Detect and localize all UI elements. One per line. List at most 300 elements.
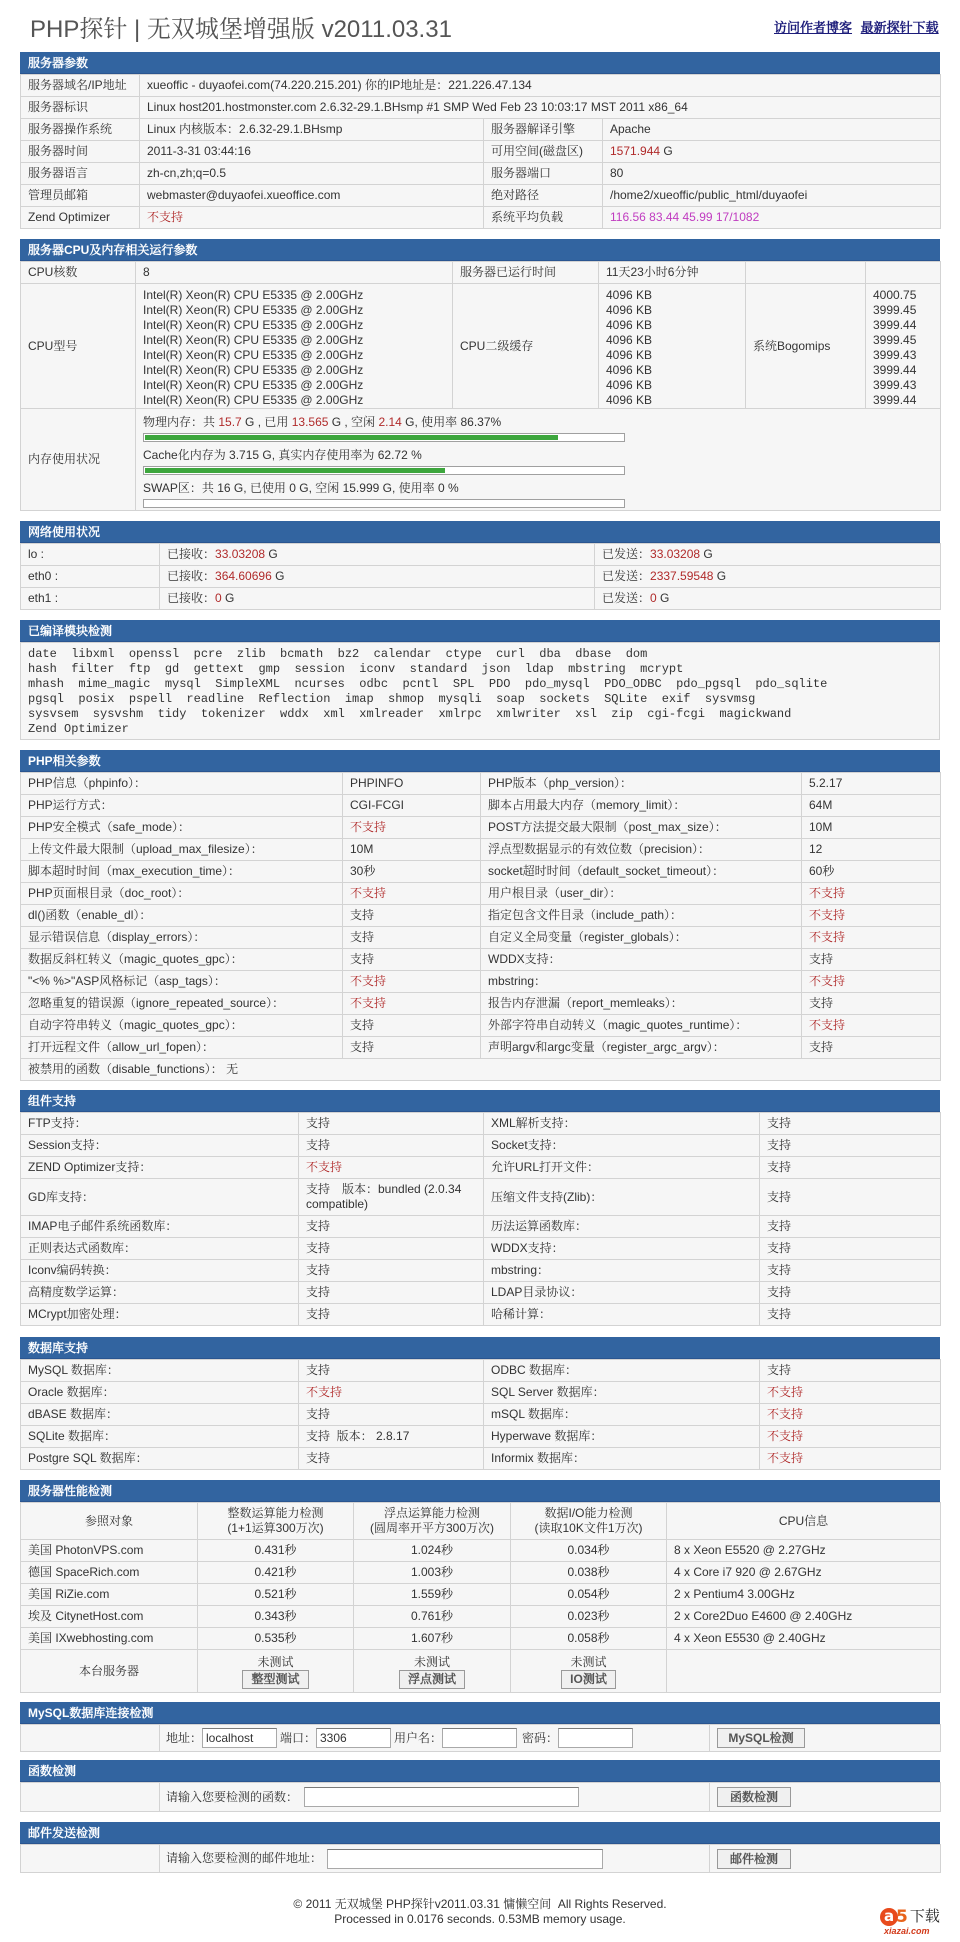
password-input[interactable] (558, 1728, 633, 1748)
param-label: SQL Server 数据库： (484, 1382, 760, 1404)
section-title: 已编译模块检测 (20, 620, 940, 642)
param-value: 不支持 (802, 883, 941, 905)
cpu-model-item: Intel(R) Xeon(R) CPU E5335 @ 2.00GHz (143, 378, 364, 392)
empty-cell (21, 1845, 160, 1873)
param-value: 不支持 (299, 1157, 484, 1179)
unit: G (271, 569, 285, 583)
section-components (20, 1090, 940, 1326)
param-value: 支持 (343, 1037, 481, 1059)
param-value: 不支持 (760, 1426, 941, 1448)
int-test-button[interactable]: 整型测试 (242, 1670, 308, 1689)
databases-table (20, 1359, 941, 1470)
param-label: 忽略重复的错误源（ignore_repeated_source）： (21, 993, 343, 1015)
param-label: 指定包含文件目录（include_path）： (481, 905, 802, 927)
param-value: 80 (603, 163, 941, 185)
param-label: 哈稀计算： (484, 1304, 760, 1326)
param-label: 显示错误信息（display_errors）： (21, 927, 343, 949)
param-label: 绝对路径 (484, 185, 603, 207)
table-row (21, 1113, 941, 1135)
param-value: 支持 (760, 1179, 941, 1216)
param-value: 不支持 (343, 993, 481, 1015)
bogomips-list (866, 284, 941, 409)
table-row (21, 1725, 941, 1752)
table-row (21, 1157, 941, 1179)
section-title: MySQL数据库连接检测 (20, 1702, 940, 1724)
text: G , 空闲 (328, 415, 379, 429)
cpu-model-item: Intel(R) Xeon(R) CPU E5335 @ 2.00GHz (143, 288, 364, 302)
sent-cell (595, 566, 941, 588)
io-test-button[interactable]: IO测试 (561, 1670, 616, 1689)
watermark-brand (880, 1908, 950, 1926)
param-label: Iconv编码转换： (21, 1260, 299, 1282)
disabled-functions-cell (21, 1059, 941, 1081)
param-label: CPU二级缓存 (453, 284, 599, 409)
username-input[interactable] (442, 1728, 517, 1748)
param-label: 声明argv和argc变量（register_argc_argv）： (481, 1037, 802, 1059)
param-label: 脚本超时时间（max_execution_time）： (21, 861, 343, 883)
param-value: 支持 版本： 2.8.17 (299, 1426, 484, 1448)
param-value: 支持 (299, 1113, 484, 1135)
l2-cache-list (599, 284, 746, 409)
host-name: 埃及 CitynetHost.com (21, 1606, 198, 1628)
l2-cache-item: 4096 KB (606, 318, 653, 332)
cpu-info: 4 x Xeon E5530 @ 2.40GHz (667, 1628, 941, 1650)
table-row (21, 927, 941, 949)
param-label: 压缩文件支持(Zlib)： (484, 1179, 760, 1216)
param-label: MCrypt加密处理： (21, 1304, 299, 1326)
param-label: socket超时时间（default_socket_timeout）： (481, 861, 802, 883)
param-label: 打开远程文件（allow_url_fopen）： (21, 1037, 343, 1059)
param-label: 服务器解译引擎 (484, 119, 603, 141)
param-label: 浮点型数据显示的有效位数（precision）： (481, 839, 802, 861)
watermark-five: 5 (896, 1907, 908, 1927)
int-result: 0.431秒 (198, 1540, 354, 1562)
float-result: 1.559秒 (354, 1584, 511, 1606)
table-row (21, 839, 941, 861)
table-row (21, 1584, 941, 1606)
param-value: 支持 (343, 1015, 481, 1037)
param-value: 不支持 (760, 1404, 941, 1426)
mysql-button-cell (710, 1725, 941, 1752)
table-row (21, 1628, 941, 1650)
l2-cache-item: 4096 KB (606, 333, 653, 347)
int-result: 0.535秒 (198, 1628, 354, 1650)
io-result: 0.038秒 (511, 1562, 667, 1584)
param-label: 被禁用的函数（disable_functions）： (28, 1062, 223, 1076)
cpu-model-item: Intel(R) Xeon(R) CPU E5335 @ 2.00GHz (143, 333, 364, 347)
param-value: 不支持 (299, 1382, 484, 1404)
param-value: 支持 (760, 1238, 941, 1260)
function-form-cell (160, 1783, 710, 1812)
param-label: 报告内存泄漏（report_memleaks）： (481, 993, 802, 1015)
param-value: 10M (343, 839, 481, 861)
param-value: 不支持 (802, 927, 941, 949)
param-value: 支持 (299, 1282, 484, 1304)
memory-free: 2.14 (378, 415, 402, 429)
l2-cache-item: 4096 KB (606, 303, 653, 317)
empty-cell (746, 262, 866, 284)
param-label: PHP安全模式（safe_mode）： (21, 817, 343, 839)
io-result: 0.034秒 (511, 1540, 667, 1562)
param-label: 服务器端口 (484, 163, 603, 185)
param-value: 支持 (299, 1360, 484, 1382)
float-test-button[interactable]: 浮点测试 (399, 1670, 465, 1689)
received-label: 已接收： (167, 591, 216, 605)
table-row (21, 1282, 941, 1304)
table-row (21, 1606, 941, 1628)
param-value: 支持 (802, 949, 941, 971)
received-cell (160, 544, 595, 566)
param-value: 不支持 (343, 817, 481, 839)
uptime-value: 11天23小时6分钟 (599, 262, 746, 284)
param-value: 支持 (299, 1304, 484, 1326)
section-databases (20, 1337, 940, 1470)
param-label: 服务器域名/IP地址 (21, 75, 140, 97)
page-title: PHP探针 | 无双城堡增强版 v2011.03.31 (30, 16, 452, 43)
column-header-title: 浮点运算能力检测 (383, 1506, 480, 1520)
sent-value: 2337.59548 (650, 569, 714, 583)
download-latest-link[interactable]: 最新探针下载 (860, 20, 939, 35)
param-label: 服务器标识 (21, 97, 140, 119)
received-value: 364.60696 (215, 569, 272, 583)
section-title: PHP相关参数 (20, 750, 940, 772)
section-mail-check (20, 1822, 940, 1873)
mail-check-button[interactable]: 邮件检测 (717, 1849, 791, 1869)
host-name: 美国 IXwebhosting.com (21, 1628, 198, 1650)
watermark-domain: xiazai.com (884, 1926, 930, 1936)
empty-cell (21, 1783, 160, 1812)
server-domain-value: xueoffic - duyaofei.com(74.220.215.201) (147, 78, 362, 92)
watermark-suffix: 下载 (909, 1908, 940, 1925)
cpu-info: 2 x Pentium4 3.00GHz (667, 1584, 941, 1606)
table-row (21, 1404, 941, 1426)
param-value: Linux 内核版本：2.6.32-29.1.BHsmp (140, 119, 484, 141)
param-label: 内存使用状况 (21, 409, 136, 511)
param-value: 支持 (802, 1037, 941, 1059)
param-label: IMAP电子邮件系统函数库： (21, 1216, 299, 1238)
param-value (140, 75, 941, 97)
param-label: 服务器时间 (21, 141, 140, 163)
mail-button-cell (710, 1845, 941, 1873)
section-title: 服务器CPU及内存相关运行参数 (20, 239, 940, 261)
visitor-ip-value: 221.226.47.134 (448, 78, 532, 92)
sent-label: 已发送： (602, 569, 651, 583)
param-label: dBASE 数据库： (21, 1404, 299, 1426)
sent-label: 已发送： (602, 547, 651, 561)
mail-input[interactable] (327, 1849, 603, 1869)
function-input[interactable] (304, 1787, 579, 1807)
section-network (20, 521, 940, 610)
table-row (21, 141, 941, 163)
column-header (198, 1503, 354, 1540)
author-blog-link[interactable]: 访问作者博客 (774, 20, 853, 35)
param-label: Session支持： (21, 1135, 299, 1157)
section-mysql-check (20, 1702, 940, 1752)
unit: G (656, 591, 670, 605)
cache-memory-block (143, 448, 933, 475)
cpu-model-list (136, 284, 453, 409)
param-value: webmaster@duyaofei.xueoffice.com (140, 185, 484, 207)
param-value: 支持 (802, 993, 941, 1015)
network-table (20, 543, 941, 610)
param-label: "<% %>"ASP风格标记（asp_tags）： (21, 971, 343, 993)
table-row (21, 993, 941, 1015)
param-label: 服务器语言 (21, 163, 140, 185)
mail-check-table (20, 1844, 941, 1873)
io-result: 0.054秒 (511, 1584, 667, 1606)
function-button-cell (710, 1783, 941, 1812)
int-result: 0.421秒 (198, 1562, 354, 1584)
memory-usage-cell (136, 409, 941, 511)
param-value: 2011-3-31 03:44:16 (140, 141, 484, 163)
param-label: GD库支持： (21, 1179, 299, 1216)
table-row (21, 1448, 941, 1470)
table-row (21, 861, 941, 883)
param-value: 支持 (760, 1360, 941, 1382)
modules-line: date libxml openssl pcre zlib bcmath bz2 calendar ctype curl dba dbase dom (28, 647, 648, 661)
param-label: 自定义全局变量（register_globals）： (481, 927, 802, 949)
param-value: 支持 (760, 1113, 941, 1135)
l2-cache-item: 4096 KB (606, 288, 653, 302)
param-label: Postgre SQL 数据库： (21, 1448, 299, 1470)
received-label: 已接收： (167, 547, 216, 561)
unit: G (265, 547, 278, 561)
column-header-subtitle: (圆周率开平方300万次) (369, 1521, 494, 1535)
modules-line: sysvsem sysvshm tidy tokenizer wddx xml xmlreader xmlrpc xmlwriter xsl zip cgi-fcgi magickwand (28, 707, 792, 721)
param-label: 管理员邮箱 (21, 185, 140, 207)
param-value: Apache (603, 119, 941, 141)
section-title: 函数检测 (20, 1760, 940, 1782)
interface-name: lo : (21, 544, 160, 566)
column-header (511, 1503, 667, 1540)
function-check-button[interactable]: 函数检测 (717, 1787, 791, 1807)
mysql-form-cell (160, 1725, 710, 1752)
bogomips-item: 3999.45 (873, 333, 917, 347)
text: G, 使用率 86.37% (401, 415, 502, 429)
param-value: 不支持 (802, 971, 941, 993)
modules-list (21, 643, 940, 740)
param-value: 不支持 (760, 1448, 941, 1470)
function-check-table (20, 1782, 941, 1812)
io-test-cell (511, 1650, 667, 1693)
param-value: 支持 (760, 1282, 941, 1304)
param-label: Oracle 数据库： (21, 1382, 299, 1404)
int-test-cell (198, 1650, 354, 1693)
empty-cell (866, 262, 941, 284)
param-value: 不支持 (140, 207, 484, 229)
param-label: MySQL 数据库： (21, 1360, 299, 1382)
unit: G (700, 547, 713, 561)
param-value: 不支持 (343, 971, 481, 993)
memory-used: 13.565 (291, 415, 329, 429)
l2-cache-item: 4096 KB (606, 393, 653, 407)
float-test-status: 未测试 (413, 1655, 450, 1669)
param-label: FTP支持： (21, 1113, 299, 1135)
table-row (21, 1015, 941, 1037)
received-label: 已接收： (167, 569, 216, 583)
table-row (21, 1216, 941, 1238)
param-label: 服务器已运行时间 (453, 262, 599, 284)
l2-cache-item: 4096 KB (606, 363, 653, 377)
param-value: 支持 (299, 1448, 484, 1470)
benchmark-table (20, 1502, 941, 1693)
param-label: ZEND Optimizer支持： (21, 1157, 299, 1179)
table-row (21, 1783, 941, 1812)
param-label: CPU型号 (21, 284, 136, 409)
received-cell (160, 588, 595, 610)
int-result: 0.521秒 (198, 1584, 354, 1606)
bogomips-item: 3999.44 (873, 318, 917, 332)
table-row (21, 1562, 941, 1584)
table-row (21, 163, 941, 185)
table-row (21, 1360, 941, 1382)
param-value: 30秒 (343, 861, 481, 883)
table-row (21, 409, 941, 511)
host-name: 美国 PhotonVPS.com (21, 1540, 198, 1562)
param-label: PHP版本（php_version）： (481, 773, 802, 795)
table-row (21, 773, 941, 795)
param-label: SQLite 数据库： (21, 1426, 299, 1448)
table-row (21, 207, 941, 229)
param-label: 外部字符串自动转义（magic_quotes_runtime）： (481, 1015, 802, 1037)
section-function-check (20, 1760, 940, 1812)
copyright-text: © 2011 无双城堡 PHP探针v2011.03.31 慵懒空间 All Rights Reserved. (293, 1897, 667, 1911)
a5-watermark-logo (880, 1908, 950, 1936)
param-label: 上传文件最大限制（upload_max_filesize）： (21, 839, 343, 861)
physical-memory-progress-bar (143, 433, 625, 442)
cpu-info: 4 x Core i7 920 @ 2.67GHz (667, 1562, 941, 1584)
swap-progress-bar (143, 499, 625, 508)
param-value: 支持 版本：bundled (2.0.34 compatible) (299, 1179, 484, 1216)
bogomips-item: 3999.45 (873, 303, 917, 317)
table-row (21, 75, 941, 97)
components-table (20, 1112, 941, 1326)
float-test-cell (354, 1650, 511, 1693)
param-label: XML解析支持： (484, 1113, 760, 1135)
server-params-table (20, 74, 941, 229)
physical-memory-block (143, 415, 933, 442)
text: 物理内存：共 (143, 415, 219, 429)
param-label: Informix 数据库： (484, 1448, 760, 1470)
mysql-check-button[interactable]: MySQL检测 (717, 1728, 805, 1748)
table-row (21, 1059, 941, 1081)
table-row (21, 544, 941, 566)
column-header-subtitle: (读取10K文件1万次) (534, 1521, 643, 1535)
phpinfo-value[interactable]: PHPINFO (343, 773, 481, 795)
param-label: PHP页面根目录（doc_root）： (21, 883, 343, 905)
cpu-cores-value: 8 (136, 262, 453, 284)
received-value: 0 (215, 591, 222, 605)
table-row (21, 1304, 941, 1326)
footer (0, 1897, 960, 1927)
php-params-table (20, 772, 941, 1081)
load-average-value: 116.56 83.44 45.99 17/1082 (603, 207, 941, 229)
param-label: Hyperwave 数据库： (484, 1426, 760, 1448)
modules-line: pgsql posix pspell readline Reflection imap shmop mysqli soap sockets SQLite exif sysvmsg (28, 692, 756, 706)
table-row (21, 284, 941, 409)
progress-fill (145, 435, 558, 440)
param-value: 支持 (299, 1135, 484, 1157)
param-label: 服务器操作系统 (21, 119, 140, 141)
param-label: mbstring： (484, 1260, 760, 1282)
param-value: 支持 (299, 1238, 484, 1260)
section-title: 服务器性能检测 (20, 1480, 940, 1502)
table-row (21, 1540, 941, 1562)
port-input[interactable] (316, 1728, 391, 1748)
cpu-model-item: Intel(R) Xeon(R) CPU E5335 @ 2.00GHz (143, 303, 364, 317)
host-name: 德国 SpaceRich.com (21, 1562, 198, 1584)
column-header-subtitle: (1+1运算300万次) (227, 1521, 324, 1535)
cpu-memory-table (20, 261, 941, 511)
param-value: 支持 (343, 927, 481, 949)
table-row (21, 1135, 941, 1157)
table-header-row (21, 1503, 941, 1540)
swap-memory-block (143, 481, 933, 508)
function-form (166, 1787, 702, 1807)
section-benchmark (20, 1480, 940, 1693)
port-label: 端口： (280, 1730, 317, 1745)
host-name: 美国 RiZie.com (21, 1584, 198, 1606)
param-label: PHP运行方式： (21, 795, 343, 817)
param-value: CGI-FCGI (343, 795, 481, 817)
table-row (21, 262, 941, 284)
modules-table (20, 642, 940, 740)
interface-name: eth0 : (21, 566, 160, 588)
address-input[interactable] (202, 1728, 277, 1748)
table-row (21, 1179, 941, 1216)
column-header-title: 数据I/O能力检测 (544, 1506, 633, 1520)
param-value: 64M (802, 795, 941, 817)
unit: G (221, 591, 235, 605)
swap-memory-text: SWAP区：共 16 G, 已使用 0 G, 空闲 15.999 G, 使用率 0 % (143, 481, 459, 495)
section-title: 服务器参数 (20, 52, 940, 74)
cache-memory-text: Cache化内存为 3.715 G, 真实内存使用率为 62.72 % (143, 448, 422, 462)
unit: G (713, 569, 727, 583)
table-row (21, 905, 941, 927)
table-row (21, 185, 941, 207)
table-row (21, 971, 941, 993)
table-row (21, 1238, 941, 1260)
a5-logo-icon: a (880, 1908, 898, 1926)
modules-line: hash filter ftp gd gettext gmp session iconv standard json ldap mbstring mcrypt (28, 662, 684, 676)
param-value: 12 (802, 839, 941, 861)
int-test-status: 未测试 (257, 1655, 294, 1669)
table-row (21, 795, 941, 817)
memory-total: 15.7 (218, 415, 242, 429)
cache-memory-progress-bar (143, 466, 625, 475)
param-label: 历法运算函数库： (484, 1216, 760, 1238)
table-row (21, 1260, 941, 1282)
interface-name: eth1 : (21, 588, 160, 610)
column-header (354, 1503, 511, 1540)
param-label: WDDX支持： (481, 949, 802, 971)
param-value: 60秒 (802, 861, 941, 883)
modules-line: Zend Optimizer (28, 722, 129, 736)
param-value: 不支持 (802, 905, 941, 927)
param-label: ODBC 数据库： (484, 1360, 760, 1382)
param-value: 支持 (760, 1304, 941, 1326)
progress-fill (145, 468, 445, 473)
section-php-params (20, 750, 940, 1081)
table-row (21, 119, 941, 141)
float-result: 1.024秒 (354, 1540, 511, 1562)
processed-stats: Processed in 0.0176 seconds. 0.53MB memory usage. (334, 1912, 626, 1926)
table-row (21, 883, 941, 905)
bogomips-item: 3999.43 (873, 348, 917, 362)
param-label: POST方法提交最大限制（post_max_size）： (481, 817, 802, 839)
sent-cell (595, 588, 941, 610)
param-label: 自动字符串转义（magic_quotes_gpc）： (21, 1015, 343, 1037)
